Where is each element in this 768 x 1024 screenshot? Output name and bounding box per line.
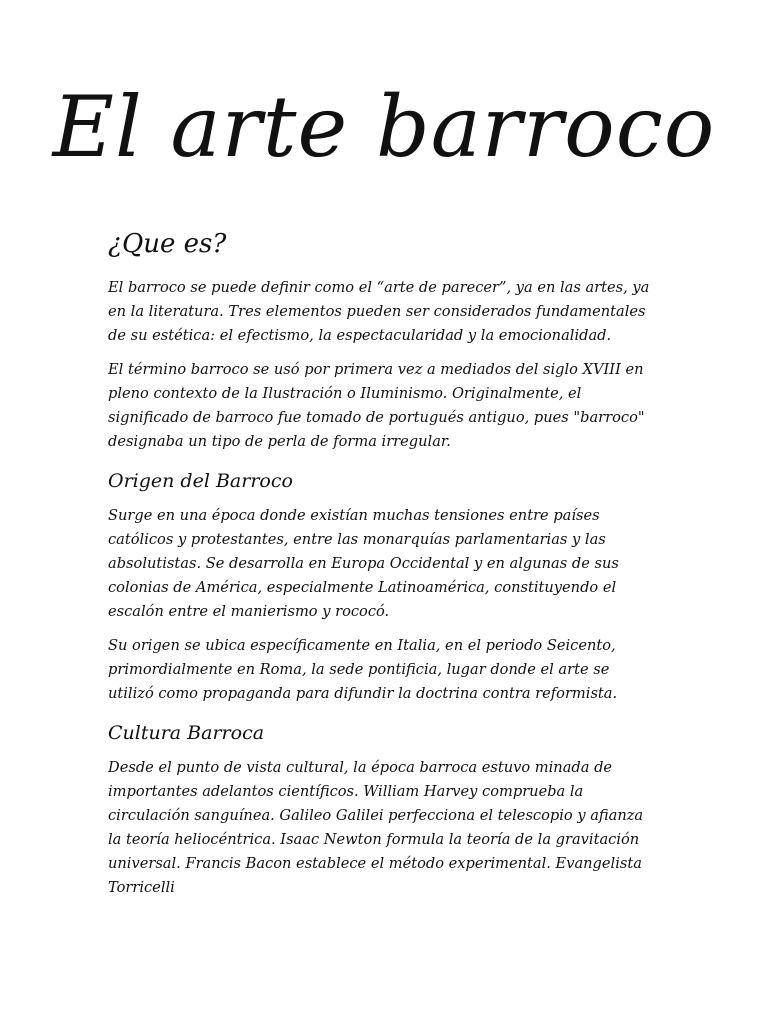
page-title: El arte barroco xyxy=(52,78,716,176)
section-heading: ¿Que es? xyxy=(108,229,227,259)
paragraph: Su origen se ubica específicamente en Italia, en el periodo Seicento, primordialmente en Roma, la sede pontificia, lugar donde el arte se utilizó como propaganda para difundir la doctrina contra reformista. xyxy=(108,637,618,702)
document-body xyxy=(108,222,656,910)
paragraph: Desde el punto de vista cultural, la época barroca estuvo minada de importantes adelantos científicos. William Harvey comprueba la circulación sanguínea. Galileo Galilei perfecciona el telescopio y afianza la teoría heliocéntrica. Isaac Newton formula la teoría de la gravitación universal. Francis Bacon establece el método experimental. Evangelista Torricelli xyxy=(108,759,644,896)
section-cultura xyxy=(108,716,656,900)
paragraph: Surge en una época donde existían muchas tensiones entre países católicos y protestantes, entre las monarquías parlamentarias y las absolutistas. Se desarrolla en Europa Occidental y en algunas de sus colonias de América, especialmente Latinoamérica, constituyendo el escalón entre el manierismo y rococó. xyxy=(108,507,619,620)
paragraph: El término barroco se usó por primera vez a mediados del siglo XVIII en pleno contexto de la Ilustración o Iluminismo. Originalmente, el significado de barroco fue tomado de portugués antiguo, pues "barroco" designaba un tipo de perla de forma irregular. xyxy=(108,361,645,450)
section-que-es xyxy=(108,222,656,454)
section-heading: Cultura Barroca xyxy=(108,722,265,744)
paragraph: El barroco se puede definir como el “arte de parecer”, ya en las artes, ya en la literatura. Tres elementos pueden ser considerados fundamentales de su estética: el efectismo, la espectacularidad y la emocionalidad. xyxy=(108,279,650,344)
section-origen xyxy=(108,464,656,706)
section-heading: Origen del Barroco xyxy=(108,470,293,492)
